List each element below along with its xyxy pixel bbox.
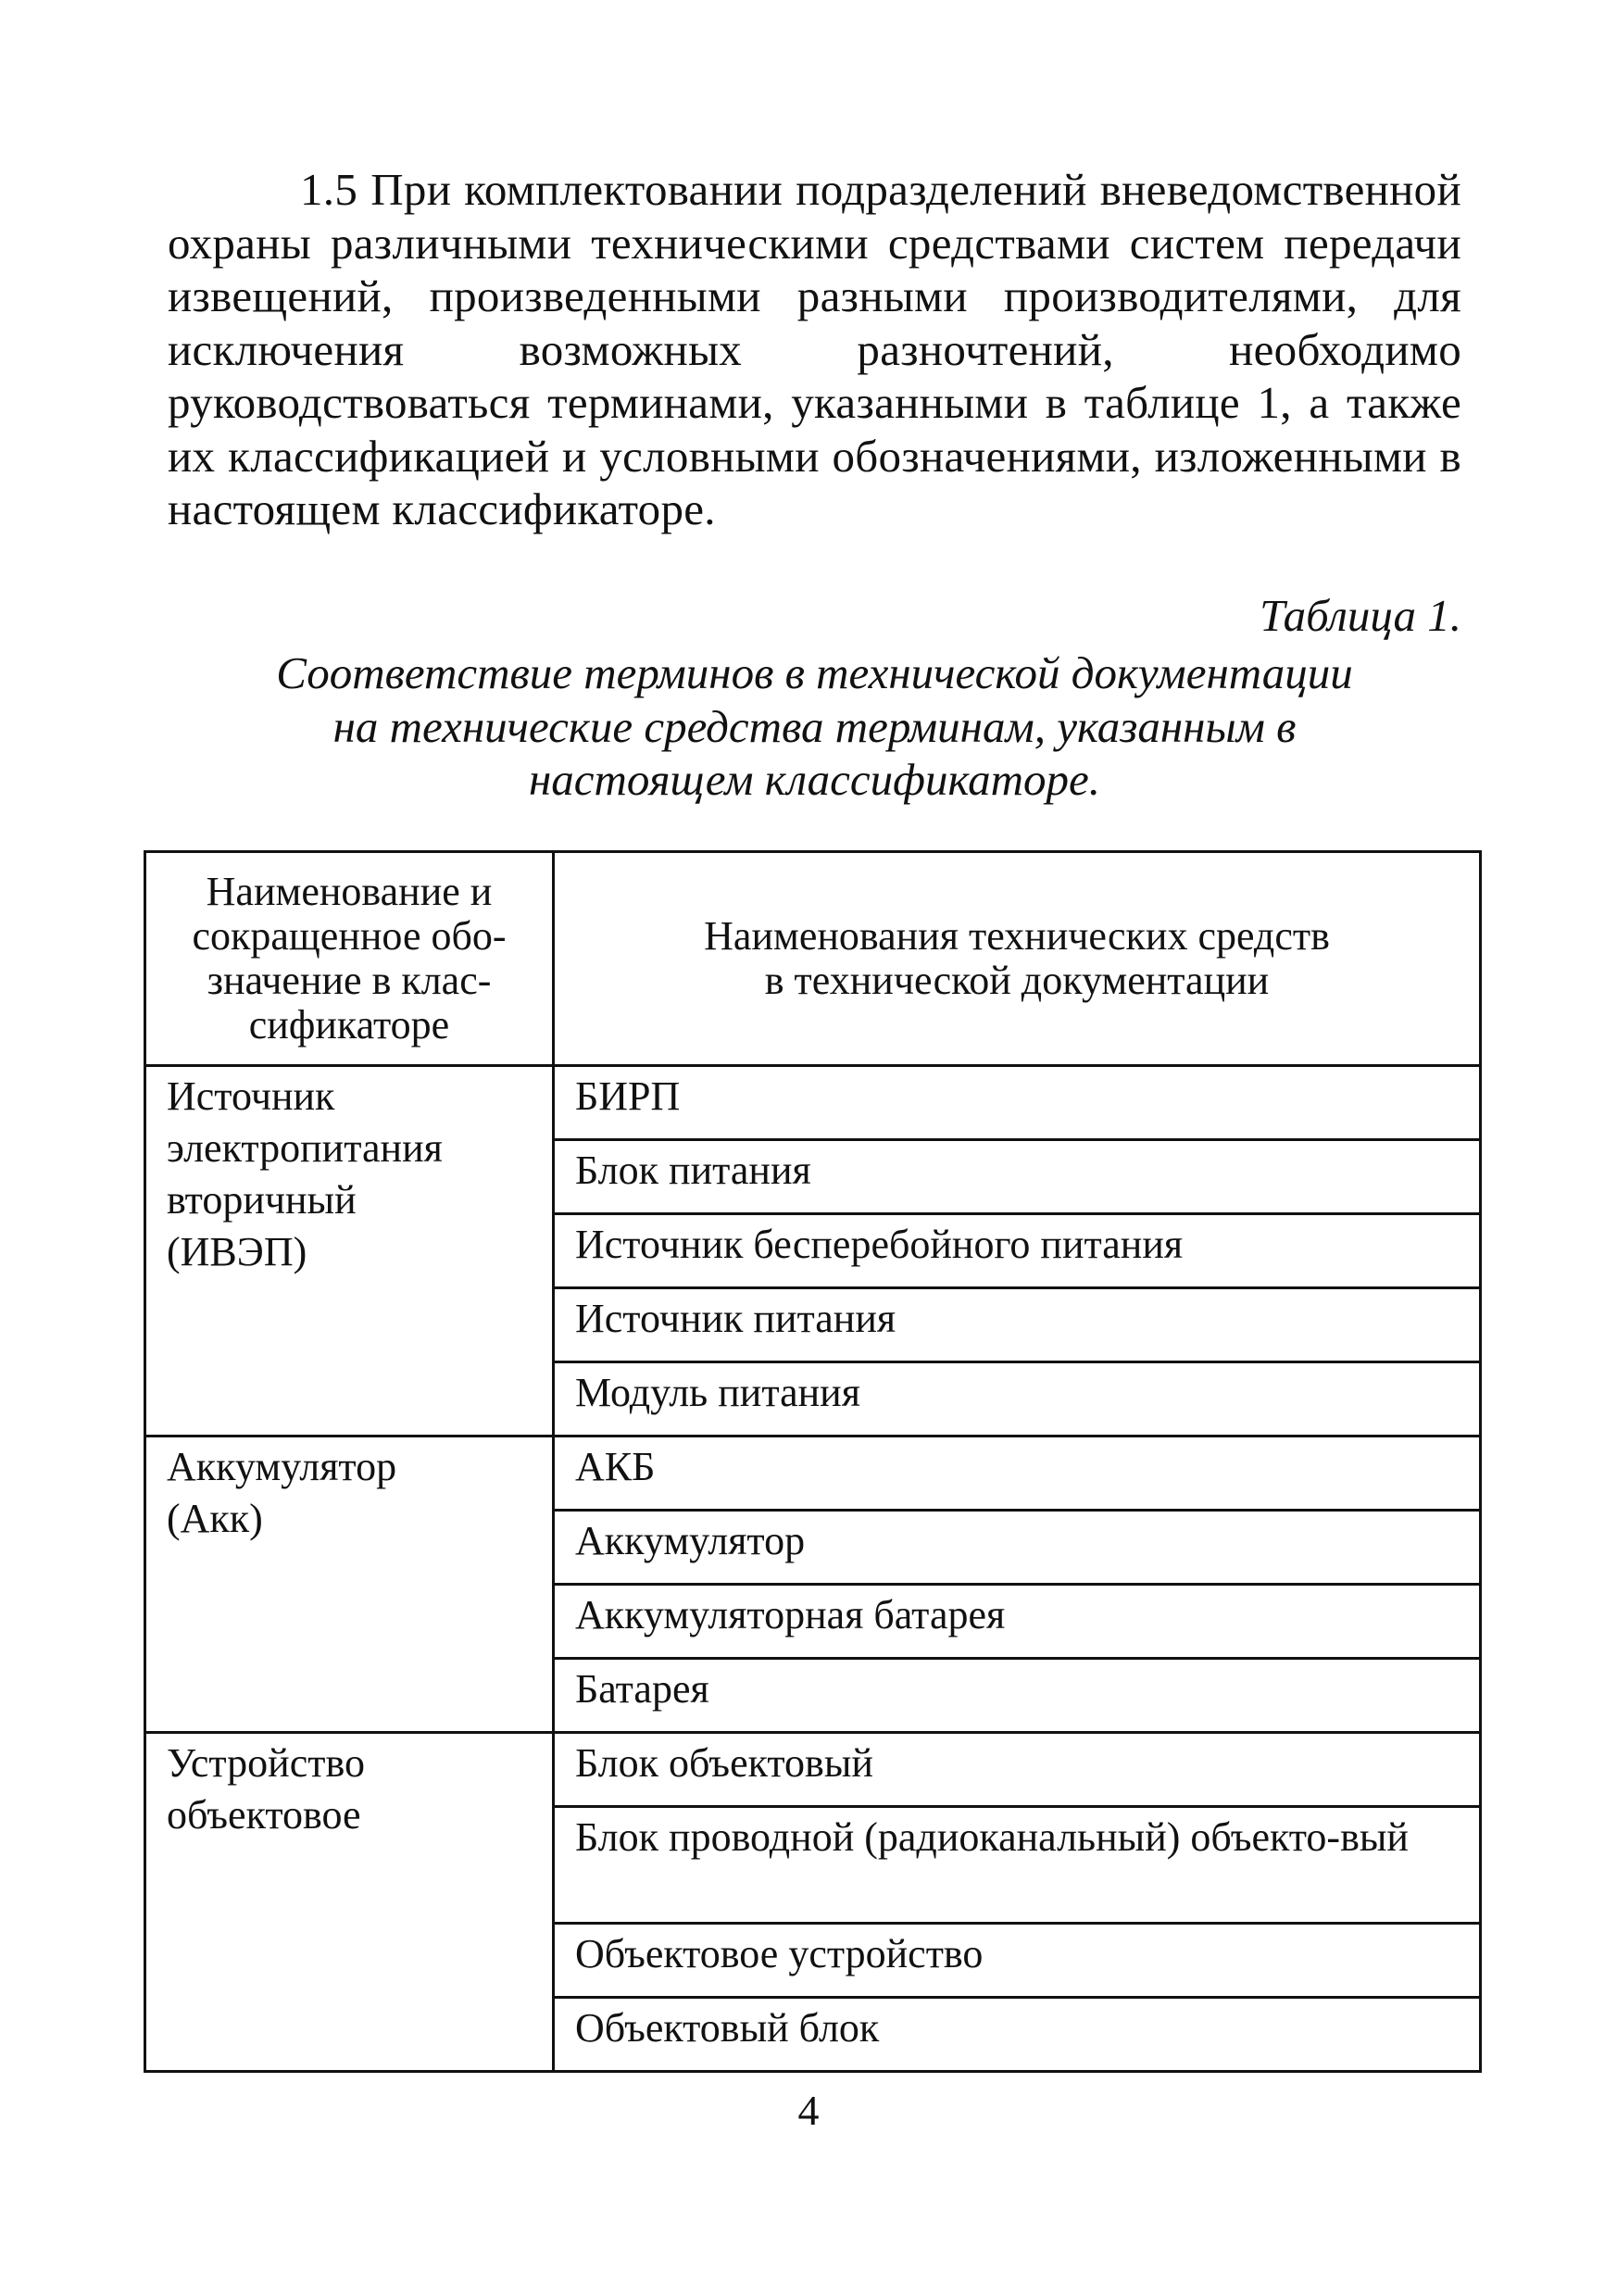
header-line: сификаторе [248,1002,450,1048]
caption-line: на технические средства терминам, указанным в [332,700,1297,752]
table-caption [168,646,1461,807]
intro-paragraph: 1.5 При комплектовании подразделений вневедомственной охраны различными техническими средствами систем передачи извещений, произведенными разными производителями, для исключения возможных разночтений, необходимо руководствоваться терминами, указанными в таблице 1, а также их классификацией и условными обозначениями, изложенными в настоящем классификаторе. [168,164,1461,534]
doc-term-cell: БИРП [554,1066,1481,1140]
header-line: Наименование и [206,869,493,914]
term-line: (ИВЭП) [167,1229,307,1274]
header-line: Наименования технических средств [704,913,1330,959]
doc-term-cell: Объектовое устройство [554,1924,1481,1998]
term-line: Устройство [167,1740,365,1786]
page-number: 4 [797,2087,820,2134]
table-row [145,1437,1481,1511]
term-line: Источник [167,1073,335,1119]
header-line: в технической документации [764,958,1270,1003]
header-cell-doc-names [554,852,1481,1066]
doc-term-cell: Блок проводной (радиоканальный) объекто-вый [554,1807,1481,1924]
doc-term-cell: Аккумулятор [554,1511,1481,1585]
group-term-cell [145,1733,554,2072]
terms-table [144,850,1482,2073]
doc-term-cell: Модуль питания [554,1362,1481,1437]
doc-term-cell: АКБ [554,1437,1481,1511]
header-cell-classifier-name [145,852,554,1066]
header-line: значение в клас- [207,958,492,1003]
doc-term-cell: Источник питания [554,1288,1481,1362]
term-line: объектовое [167,1792,361,1838]
term-line: Аккумулятор [167,1444,397,1489]
table-row [145,1066,1481,1140]
doc-term-cell: Блок питания [554,1140,1481,1214]
group-term-cell [145,1437,554,1733]
caption-line: Соответствие терминов в технической документации [276,647,1353,698]
table-row [145,1733,1481,1807]
doc-term-cell: Батарея [554,1659,1481,1733]
term-line: электропитания [167,1125,443,1171]
term-line: вторичный [167,1177,357,1223]
term-line: (Акк) [167,1496,263,1541]
group-term-cell [145,1066,554,1437]
table-header-row [145,852,1481,1066]
doc-term-cell: Объектовый блок [554,1998,1481,2072]
doc-term-cell: Источник бесперебойного питания [554,1214,1481,1288]
header-line: сокращенное обо- [192,913,507,959]
table-label: Таблица 1. [1260,590,1461,641]
doc-term-cell: Блок объектовый [554,1733,1481,1807]
caption-line: настоящем классификаторе. [528,754,1101,805]
doc-term-cell: Аккумуляторная батарея [554,1585,1481,1659]
